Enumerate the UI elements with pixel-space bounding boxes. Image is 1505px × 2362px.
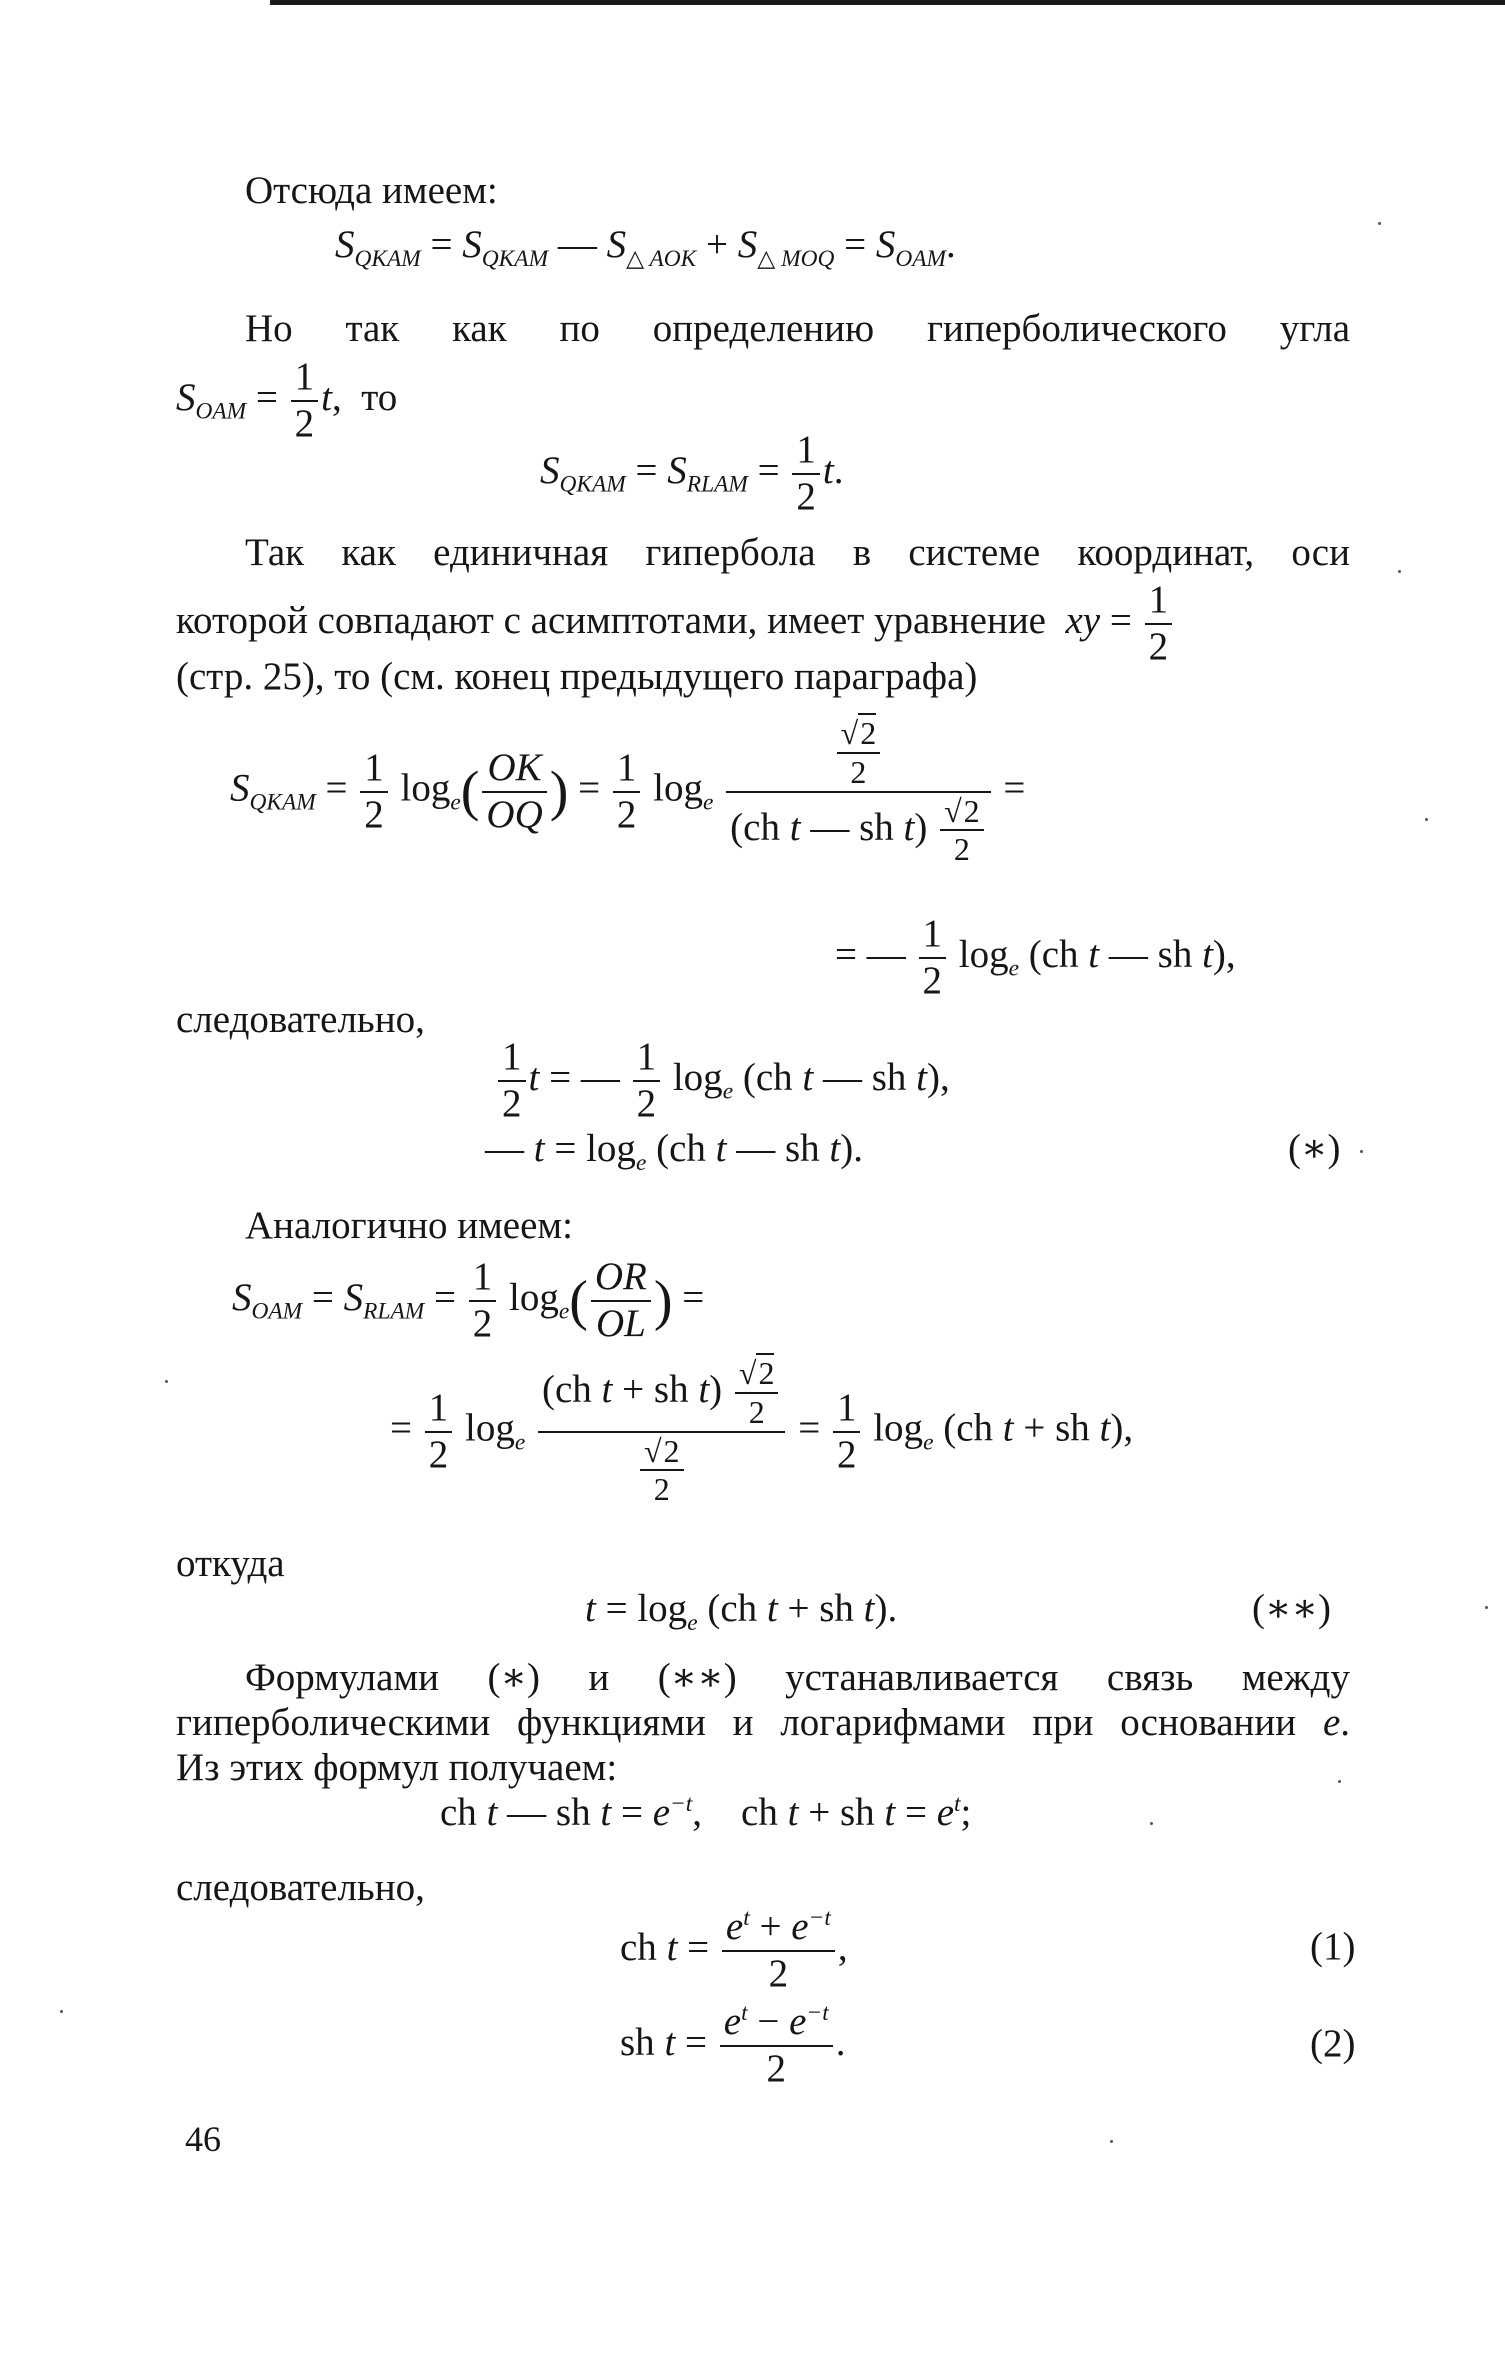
equation-t: $t = \log_e (ch$ t + sh t). (585, 1587, 898, 1636)
equation-minus-t: — $t = \log_e (ch$ t — sh t). (485, 1127, 864, 1176)
scan-speck (1485, 1606, 1488, 1609)
paragraph-text: Формулами (∗) и (∗∗) устанавливается связь между (245, 1656, 1350, 1699)
scan-speck (1425, 818, 1428, 821)
scan-speck (1378, 222, 1381, 225)
equation-half-t: $\frac{1}{2}$ t = — $\frac{1}{2}$ $\log_e (ch$ t — sh t), (495, 1035, 950, 1127)
paragraph-text: откуда (176, 1542, 285, 1585)
equation-number: (1) (1310, 1925, 1356, 1968)
scan-speck (1338, 1780, 1341, 1783)
paragraph-line-with-equation: которой совпадают с асимптотами, имеет уравнение xy = $\frac{1}{2}$ (176, 578, 1175, 670)
inline-text: гиперболическими функциями и логарифмами при основании (176, 1701, 1297, 1744)
paragraph-text: (стр. 25), то (см. конец предыдущего параграфа) (176, 655, 978, 698)
equation-sinh: sh t = $\frac{e^t - e^{-t}}{2}$ . (620, 2000, 846, 2090)
paragraph-text: Аналогично имеем: (245, 1204, 573, 1247)
inline-text: то (361, 375, 398, 419)
page-number: 46 (185, 2119, 221, 2159)
equation-log-sum: = $\frac{1}{2}$ $\log_e$ (ch t + sh t) $\frac{√2}{2}$ $\frac{√2}{2}$ = $\frac{1}{2}$ $\log_e (ch$ t + sh t), (390, 1355, 1134, 1508)
paragraph-text: Но так как по определению гиперболического угла (245, 307, 1350, 350)
paragraph-text: следовательно, (176, 998, 425, 1041)
paragraph-text: Из этих формул получаем: (176, 1746, 618, 1789)
equation-number: (∗∗) (1252, 1587, 1331, 1630)
paragraph-text: следовательно, (176, 1866, 425, 1909)
equation-cosh: ch t = $\frac{e^t + e^{-t}}{2}$ , (620, 1905, 848, 1995)
scan-speck (165, 1380, 168, 1383)
scan-speck (1360, 1150, 1363, 1153)
equation-exponentials: ch t — sh $t = e^{-t}$, ch t + sh $t = e^t$; (440, 1791, 972, 1834)
scan-speck (1398, 570, 1401, 573)
equation-area-equal: $S_{QKAM} = S_{RLAM}$ = $\frac{1}{2}$ t. (540, 428, 844, 518)
equation-soam-inline: $S_{OAM}$ = $\frac{1}{2}$ t, то (176, 355, 398, 445)
equation-log-derivation: $S_{QKAM}$ = $\frac{1}{2}$ $\log_e$( $\frac{OK}{OQ}$ ) = $\frac{1}{2}$ $\log_e$ $\frac{√2}{2}$ (ch t — sh t) $\frac{√2}{2}$ = (230, 715, 1026, 868)
equation-number: (∗) (1288, 1127, 1341, 1170)
paragraph-text: Так как единичная гипербола в системе координат, оси (245, 531, 1350, 574)
scan-speck (60, 2010, 63, 2013)
paragraph-line-with-symbol: гиперболическими функциями и логарифмами при основании e. (176, 1701, 1350, 1744)
paragraph-text: Отсюда имеем: (245, 169, 498, 212)
equation-number: (2) (1310, 2022, 1356, 2065)
equation-area-sum: $S_{QKAM} = S_{QKAM}$ — $S_{\triangle AOK} + S_{\triangle MOQ} = S_{OAM}$. (335, 223, 956, 272)
equation-soam-log: $S_{OAM} = S_{RLAM}$ = $\frac{1}{2}$ $\log_e$( $\frac{OR}{OL}$ ) = (232, 1255, 705, 1345)
equation-log-result: = — $\frac{1}{2}$ $\log_e (ch$ t — sh t), (835, 912, 1236, 1002)
scan-speck (1110, 2140, 1113, 2143)
scan-speck (1150, 1822, 1153, 1825)
inline-text: которой совпадают с асимптотами, имеет уравнение (176, 598, 1046, 642)
